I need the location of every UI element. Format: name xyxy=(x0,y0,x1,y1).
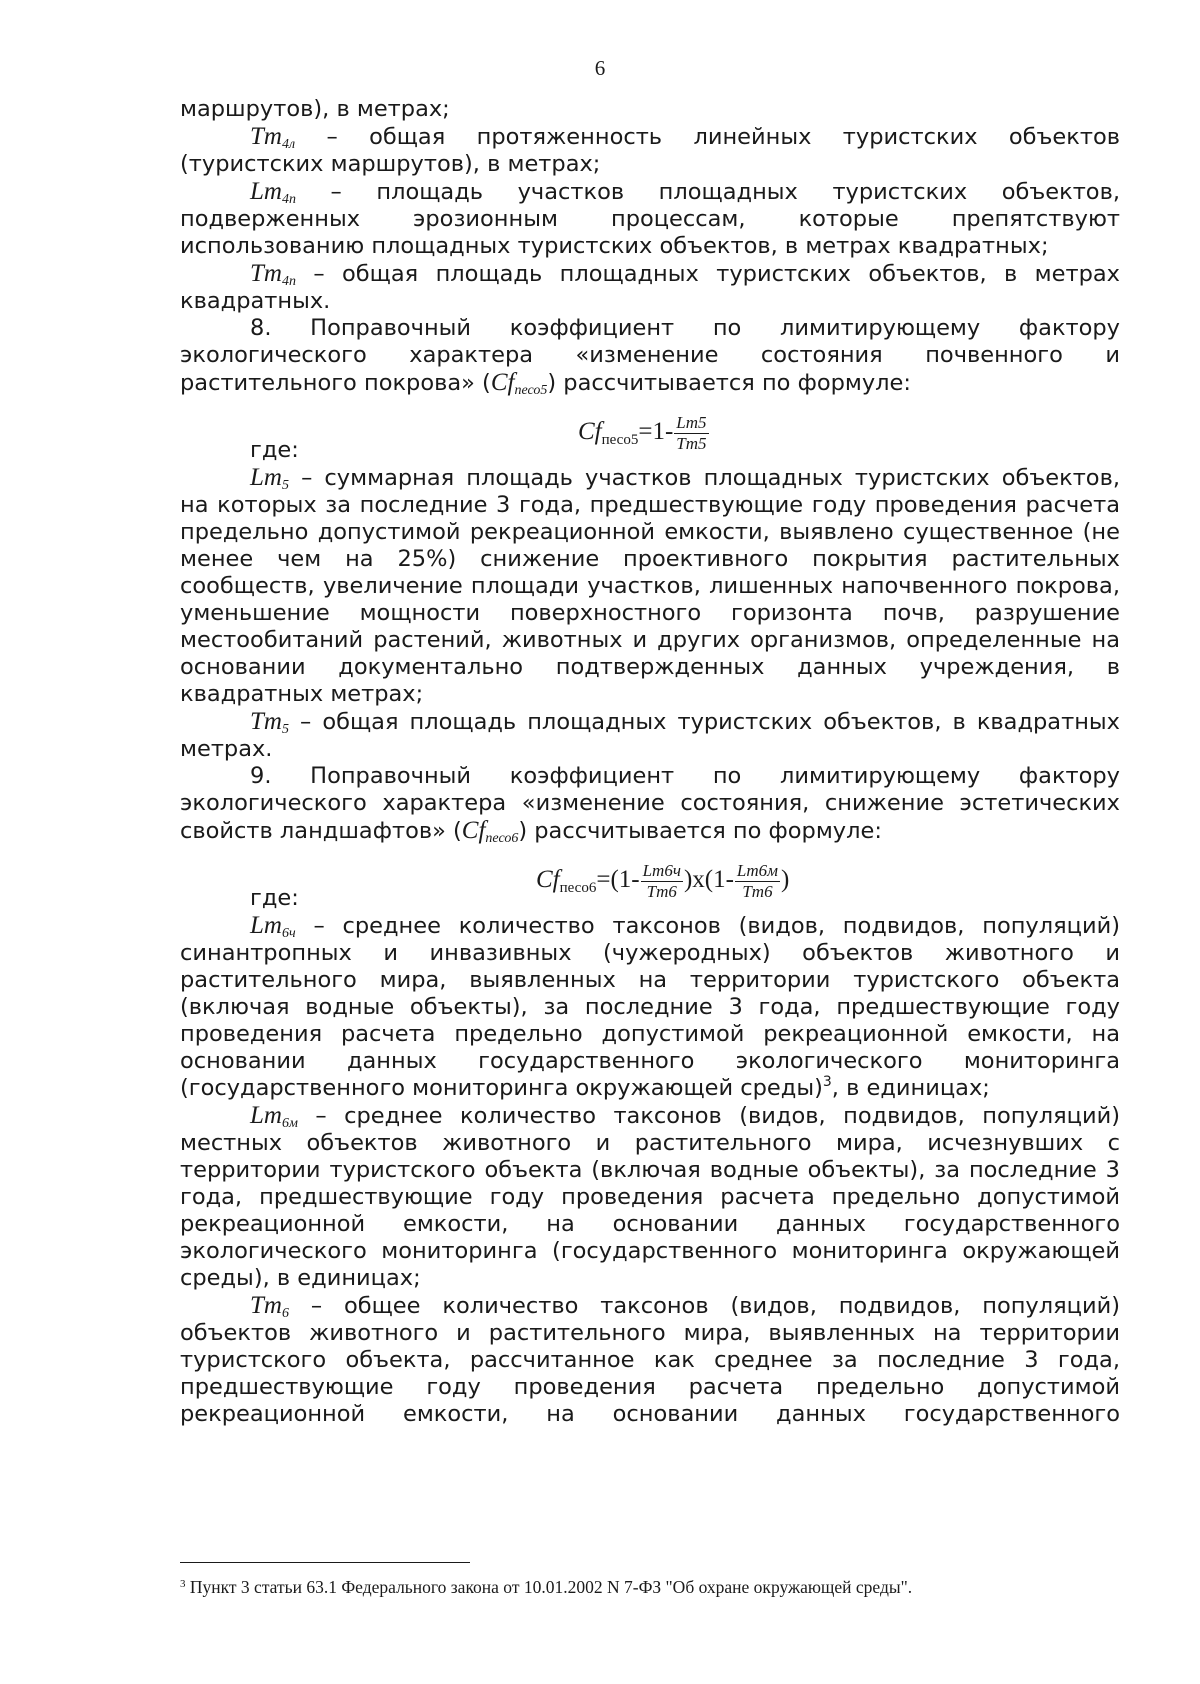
definition-tm6: $Tm_6$ – общее количество таксонов (видов, подвидов, популяций) объектов животного и растительного мира, выявленных на территории туристского объекта, рассчитанное как среднее за последние 3 года, предшествующие году проведения расчета предельно допустимой рекреационной емкости, на основании данных государственного xyxy=(180,1292,1120,1427)
item-8-paragraph: 8. Поправочный коэффициент по лимитирующему фактору экологического характера «изменение состояния почвенного и растительного покрова» $(Cf_{песо5})$ рассчитывается по формуле: xyxy=(180,315,1120,398)
where-label-2: где: xyxy=(250,885,299,911)
definition-tm4p: $Tm_{4п}$ – общая площадь площадных туристских объектов, в метрах квадратных. xyxy=(180,260,1120,314)
document-body xyxy=(180,96,1120,1428)
variable-tm4l: $Tm_{4л}$ xyxy=(250,123,296,152)
item-9-paragraph: 9. Поправочный коэффициент по лимитирующему фактору экологического характера «изменение состояния, снижение эстетических свойств ландшафтов» $(Cf_{песо6})$ рассчитывается по формуле: xyxy=(180,763,1120,846)
definition-tm4l: $Tm_{4л}$ – общая протяженность линейных туристских объектов (туристских маршрутов), в метрах; xyxy=(180,123,1120,177)
fraction-lm5-tm5: $\frac{Lm5}{Tm5}$ xyxy=(676,413,707,453)
coefficient-cf-neco5: $Cf_{песо5}$ xyxy=(490,369,548,398)
footnote: $^3$ Пункт 3 статьи 63.1 Федерального закона от 10.01.2002 N 7-ФЗ "Об охране окружающей среды". xyxy=(180,1577,913,1597)
formula-cf-neco6: $Cf_{песо6}=(1-$ $\frac{Lm6ч}{Tm6}$ )х(1- $\frac{Lm6м}{Tm6}$ ) xyxy=(536,861,790,901)
page-number: 6 xyxy=(594,56,606,80)
footnote-separator xyxy=(180,1562,470,1563)
fraction-lm6ch-tm6: $\frac{Lm6ч}{Tm6}$ xyxy=(642,861,681,901)
variable-lm5: $Lm_5$ xyxy=(250,464,289,493)
variable-tm5: $Tm_5$ xyxy=(250,708,289,737)
definition-lm6m: $Lm_{6м}$ – среднее количество таксонов (видов, подвидов, популяций) местных объектов животного и растительного мира, исчезнувших с территории туристского объекта (включая водные объекты), за последние 3 года, предшествующие году проведения расчета предельно допустимой рекреационной емкости, на основании данных государственного экологического мониторинга (государственного мониторинга окружающей среды), в единицах; xyxy=(180,1102,1120,1291)
definition-lm6ch: $Lm_{6ч}$ – среднее количество таксонов (видов, подвидов, популяций) синантропных и инвазивных (чужеродных) объектов животного и растительного мира, выявленных на территории туристского объекта (включая водные объекты), за последние 3 года, предшествующие году проведения расчета предельно допустимой рекреационной емкости, на основании данных государственного экологического мониторинга (государственного мониторинга окружающей среды)$^3$, в единицах; xyxy=(180,912,1120,1101)
definition-tm5: $Tm_5$ – общая площадь площадных туристских объектов, в квадратных метрах. xyxy=(180,708,1120,762)
formula-cf-neco5: $Cf_{песо5}=1-$ $\frac{Lm5}{Tm5}$ xyxy=(578,413,707,453)
variable-tm6: $Tm_6$ xyxy=(250,1292,289,1321)
variable-lm6ch: $Lm_{6ч}$ xyxy=(250,912,296,941)
variable-lm4p: $Lm_{4п}$ xyxy=(250,178,296,207)
definition-lm4p: $Lm_{4п}$ – площадь участков площадных туристских объектов, подверженных эрозионным процессам, которые препятствуют использованию площадных туристских объектов, в метрах квадратных; xyxy=(180,178,1120,259)
fraction-lm6m-tm6: $\frac{Lm6м}{Tm6}$ xyxy=(736,861,779,901)
variable-lm6m: $Lm_{6м}$ xyxy=(250,1102,298,1131)
paragraph-continuation: маршрутов), в метрах; xyxy=(180,96,450,122)
coefficient-cf-neco6: $Cf_{песо6}$ xyxy=(461,817,519,846)
variable-tm4p: $Tm_{4п}$ xyxy=(250,260,296,289)
footnote-reference: 3 xyxy=(822,1074,832,1090)
definition-lm5: $Lm_5$ – суммарная площадь участков площадных туристских объектов, на которых за последние 3 года, предшествующие году проведения расчета предельно допустимой рекреационной емкости, выявлено существенное (не менее чем на 25%) снижение проективного покрытия растительных сообществ, увеличение площади участков, лишенных напочвенного покрова, уменьшение мощности поверхностного горизонта почв, разрушение местообитаний растений, животных и других организмов, определенные на основании документально подтвержденных данных учреждения, в квадратных метрах; xyxy=(180,464,1120,707)
where-label-1: где: xyxy=(250,437,299,463)
